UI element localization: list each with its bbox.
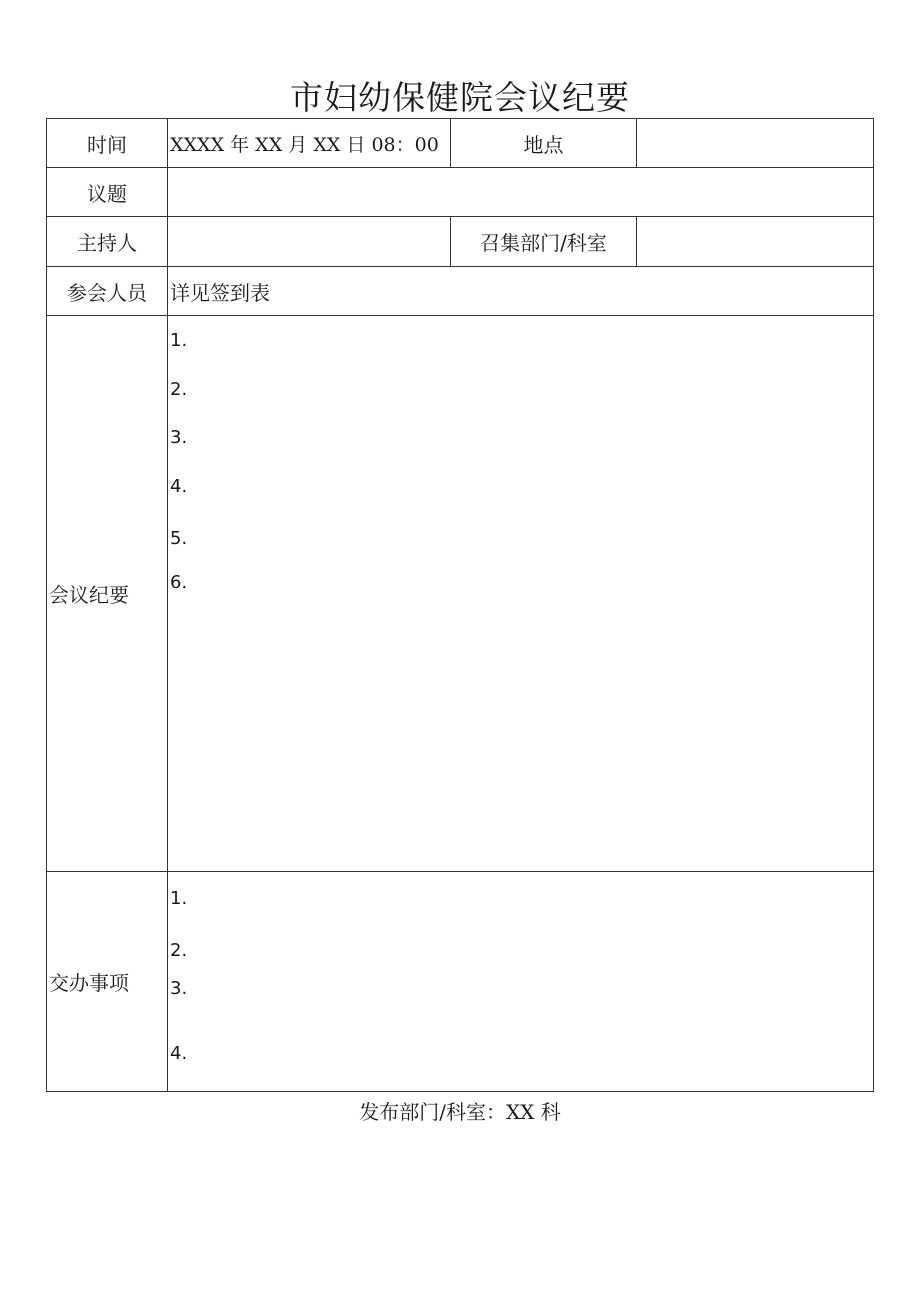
publishing-department: 发布部门/科室：XX 科 — [359, 1100, 561, 1124]
minutes-item: 5. — [170, 528, 188, 549]
topic-value — [168, 168, 874, 217]
minutes-table — [46, 118, 874, 1092]
task-item: 1. — [170, 888, 188, 909]
task-item: 2. — [170, 940, 188, 961]
attendees-label: 参会人员 — [47, 267, 168, 316]
minutes-item: 6. — [170, 572, 188, 593]
row-tasks — [47, 872, 874, 1092]
attendees-value: 详见签到表 — [168, 267, 874, 316]
place-label: 地点 — [451, 119, 637, 168]
row-host — [47, 217, 874, 267]
time-label: 时间 — [47, 119, 168, 168]
tasks-label: 交办事项 — [47, 872, 168, 1092]
task-item: 4. — [170, 1043, 188, 1064]
host-value — [168, 217, 451, 267]
minutes-item: 4. — [170, 476, 188, 497]
dept-value — [637, 217, 874, 267]
task-item: 3. — [170, 978, 188, 999]
host-label: 主持人 — [47, 217, 168, 267]
row-minutes — [47, 316, 874, 872]
minutes-item: 2. — [170, 379, 188, 400]
minutes-list — [168, 316, 874, 872]
minutes-label: 会议纪要 — [47, 316, 168, 872]
row-topic — [47, 168, 874, 217]
tasks-list — [168, 872, 874, 1092]
document-title: 市妇幼保健院会议纪要 — [290, 78, 630, 117]
minutes-item: 1. — [170, 330, 188, 351]
place-value — [637, 119, 874, 168]
topic-label: 议题 — [47, 168, 168, 217]
minutes-item: 3. — [170, 427, 188, 448]
time-value: XXXX 年 XX 月 XX 日 08：00 — [168, 119, 451, 168]
row-attendees — [47, 267, 874, 316]
row-time — [47, 119, 874, 168]
dept-label: 召集部门/科室 — [451, 217, 637, 267]
